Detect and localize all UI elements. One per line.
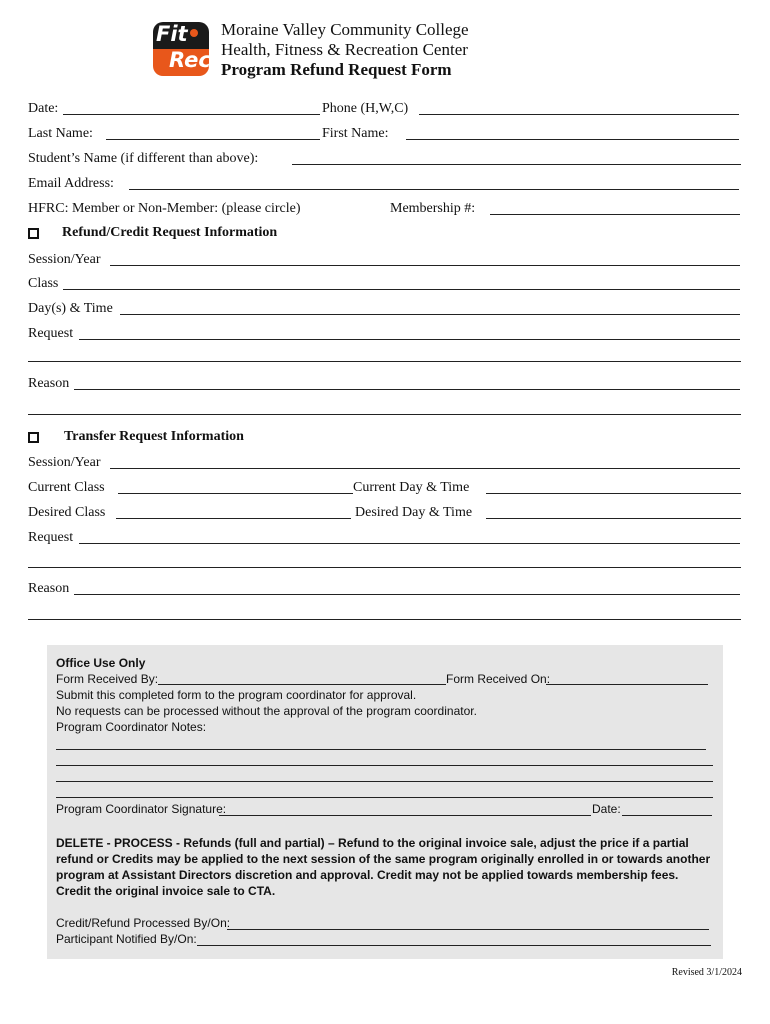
last-name-field[interactable]	[106, 139, 320, 140]
transfer-session-field[interactable]	[110, 468, 740, 469]
date-field[interactable]	[63, 114, 320, 115]
name-row	[28, 125, 741, 143]
transfer-session-label: Session/Year	[28, 455, 101, 470]
refund-request-line-2[interactable]	[28, 361, 741, 362]
refund-days-field[interactable]	[120, 314, 740, 315]
email-label: Email Address:	[28, 176, 114, 191]
refund-class-label: Class	[28, 276, 59, 291]
first-name-field[interactable]	[406, 139, 739, 140]
refund-class-field[interactable]	[63, 289, 740, 290]
logo-text-rec: Rec	[169, 48, 211, 72]
refund-request-field[interactable]	[79, 339, 740, 340]
notes-line-3[interactable]	[56, 781, 713, 782]
transfer-request-row	[28, 529, 741, 547]
student-name-label: Student’s Name (if different than above):	[28, 151, 259, 166]
office-use-box	[47, 645, 723, 959]
notes-line-2[interactable]	[56, 765, 713, 766]
submit-note: Submit this completed form to the program coordinator for approval.	[56, 688, 417, 702]
revised-date: Revised 3/1/2024	[671, 967, 742, 978]
refund-reason-label: Reason	[28, 376, 70, 391]
membership-row	[28, 200, 741, 218]
signature-date-label: Date:	[592, 802, 621, 816]
transfer-request-field[interactable]	[79, 543, 740, 544]
refund-class-row	[28, 275, 741, 293]
received-on-label: Form Received On:	[446, 672, 551, 686]
phone-field[interactable]	[419, 114, 739, 115]
notes-line-1[interactable]	[56, 749, 706, 750]
received-on-field[interactable]	[546, 684, 708, 685]
college-name: Moraine Valley Community College	[221, 20, 469, 39]
date-label: Date:	[28, 101, 59, 116]
student-name-row	[28, 150, 741, 168]
approval-note: No requests can be processed without the approval of the program coordinator.	[56, 704, 477, 718]
transfer-reason-label: Reason	[28, 581, 70, 596]
desired-day-time-field[interactable]	[486, 518, 741, 519]
phone-label: Phone (H,W,C)	[322, 101, 409, 116]
transfer-section-title: Transfer Request Information	[64, 429, 244, 444]
refund-checkbox[interactable]	[28, 228, 39, 239]
refund-reason-row	[28, 375, 741, 393]
refund-session-label: Session/Year	[28, 252, 101, 267]
current-class-label: Current Class	[28, 480, 105, 495]
desired-class-row	[28, 504, 741, 522]
received-by-label: Form Received By:	[56, 672, 159, 686]
form-title: Program Refund Request Form	[221, 60, 452, 79]
refund-days-row	[28, 300, 741, 318]
refund-request-label: Request	[28, 326, 74, 341]
received-by-field[interactable]	[158, 684, 446, 685]
delete-process-note: DELETE - PROCESS - Refunds (full and partial) – Refund to the original invoice sale, adjust the price if a partial refund or Credits may be applied to the next session of the same program originally enrolled in or towards another program at Assistant Directors discretion and approval. Credit may not be applied towards membership fees. Credit the original invoice sale to CTA.	[56, 836, 711, 898]
refund-session-field[interactable]	[110, 265, 740, 266]
email-row	[28, 175, 741, 193]
coordinator-notes-label: Program Coordinator Notes:	[56, 720, 207, 734]
last-name-label: Last Name:	[28, 126, 93, 141]
desired-class-field[interactable]	[116, 518, 351, 519]
notified-by-label: Participant Notified By/On:	[56, 932, 197, 946]
hfrc-label[interactable]: HFRC: Member or Non-Member: (please circle)	[28, 201, 301, 216]
student-name-field[interactable]	[292, 164, 741, 165]
fitrec-logo	[153, 22, 209, 76]
transfer-reason-line-2[interactable]	[28, 619, 741, 620]
refund-section-title: Refund/Credit Request Information	[62, 225, 278, 240]
processed-by-field[interactable]	[227, 929, 709, 930]
date-phone-row	[28, 100, 741, 118]
logo-text-fit: Fit	[156, 22, 188, 46]
desired-class-label: Desired Class	[28, 505, 106, 520]
current-class-field[interactable]	[118, 493, 353, 494]
transfer-reason-field[interactable]	[74, 594, 740, 595]
notes-line-4[interactable]	[56, 797, 713, 798]
signature-date-field[interactable]	[622, 815, 712, 816]
refund-request-row	[28, 325, 741, 343]
transfer-request-label: Request	[28, 530, 74, 545]
transfer-session-row	[28, 454, 741, 472]
signature-field[interactable]	[219, 815, 591, 816]
refund-days-label: Day(s) & Time	[28, 301, 113, 316]
office-title: Office Use Only	[56, 656, 146, 670]
transfer-request-line-2[interactable]	[28, 567, 741, 568]
membership-field[interactable]	[490, 214, 740, 215]
desired-day-time-label: Desired Day & Time	[355, 505, 473, 520]
refund-session-row	[28, 251, 741, 269]
current-class-row	[28, 479, 741, 497]
first-name-label: First Name:	[322, 126, 389, 141]
center-name: Health, Fitness & Recreation Center	[221, 40, 468, 59]
signature-label: Program Coordinator Signature:	[56, 802, 227, 816]
refund-reason-line-2[interactable]	[28, 414, 741, 415]
membership-label: Membership #:	[390, 201, 476, 216]
transfer-checkbox[interactable]	[28, 432, 39, 443]
transfer-reason-row	[28, 580, 741, 598]
processed-by-label: Credit/Refund Processed By/On:	[56, 916, 231, 930]
current-day-time-field[interactable]	[486, 493, 741, 494]
email-field[interactable]	[129, 189, 739, 190]
current-day-time-label: Current Day & Time	[353, 480, 470, 495]
refund-reason-field[interactable]	[74, 389, 740, 390]
notified-by-field[interactable]	[197, 945, 711, 946]
